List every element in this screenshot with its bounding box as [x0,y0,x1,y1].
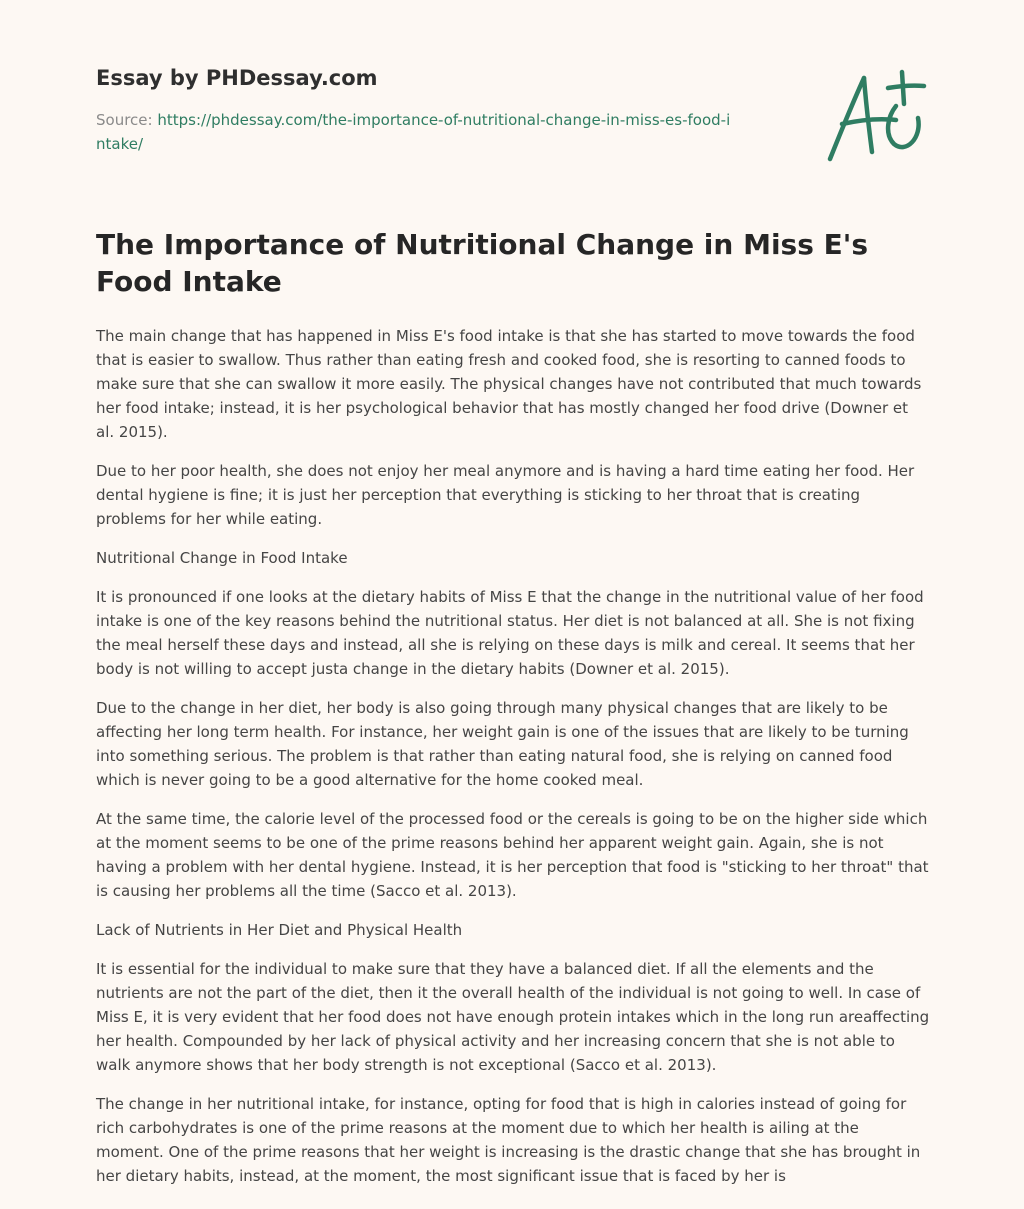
source-line [96,108,736,156]
section-heading: Nutritional Change in Food Intake [96,549,348,567]
site-title: Essay by PHDessay.com [96,66,378,90]
paragraph: The change in her nutritional intake, for instance, opting for food that is high in calories instead of going for rich carbohydrates is one of the prime reasons at the moment due to which her health is ailing at the moment. One of the prime reasons that her weight is increasing is the drastic change that she has brought in her dietary habits, instead, at the moment, the most significant issue that is faced by her is [96,1095,921,1185]
essay-body [96,324,930,1203]
paragraph: Due to the change in her diet, her body is also going through many physical changes that are likely to be affecting her long term health. For instance, her weight gain is one of the issues that are likely to be turning into something serious. The problem is that rather than eating natural food, she is relying on canned food which is never going to be a good alternative for the home cooked meal. [96,699,909,789]
source-link[interactable]: https://phdessay.com/the-importance-of-nutritional-change-in-miss-es-food-intake/ [96,111,731,153]
section-heading: Lack of Nutrients in Her Diet and Physical Health [96,921,463,939]
paragraph: At the same time, the calorie level of the processed food or the cereals is going to be on the higher side which at the moment seems to be one of the prime reasons behind her apparent weight gain. Again, she is not having a problem with her dental hygiene. Instead, it is her perception that food is "sticking to her throat" that is causing her problems all the time (Sacco et al. 2013). [96,810,929,900]
paragraph: It is pronounced if one looks at the dietary habits of Miss E that the change in the nutritional value of her food intake is one of the key reasons behind the nutritional status. Her diet is not balanced at all. She is not fixing the meal herself these days and instead, all she is relying on these days is milk and cereal. It seems that her body is not willing to accept justa change in the dietary habits (Downer et al. 2015). [96,588,924,678]
essay-title: The Importance of Nutritional Change in Miss E's Food Intake [96,228,868,298]
paragraph: It is essential for the individual to make sure that they have a balanced diet. If all the elements and the nutrients are not the part of the diet, then it the overall health of the individual is not going to well. In case of Miss E, it is very evident that her food does not have enough protein intakes which in the long run areaffecting her health. Compounded by her lack of physical activity and her increasing concern that she is not able to walk anymore shows that her body strength is not exceptional (Sacco et al. 2013). [96,960,930,1074]
paragraph: Due to her poor health, she does not enjoy her meal anymore and is having a hard time eating her food. Her dental hygiene is fine; it is just her perception that everything is sticking to her throat that is creating problems for her while eating. [96,462,915,528]
paragraph: The main change that has happened in Miss E's food intake is that she has started to move towards the food that is easier to swallow. Thus rather than eating fresh and cooked food, she is resorting to canned foods to make sure that she can swallow it more easily. The physical changes have not contributed that much towards her food intake; instead, it is her psychological behavior that has mostly changed her food drive (Downer et al. 2015). [96,327,922,441]
a-plus-grade-icon [820,64,930,169]
page-header [96,64,796,156]
source-label: Source: [96,111,153,129]
